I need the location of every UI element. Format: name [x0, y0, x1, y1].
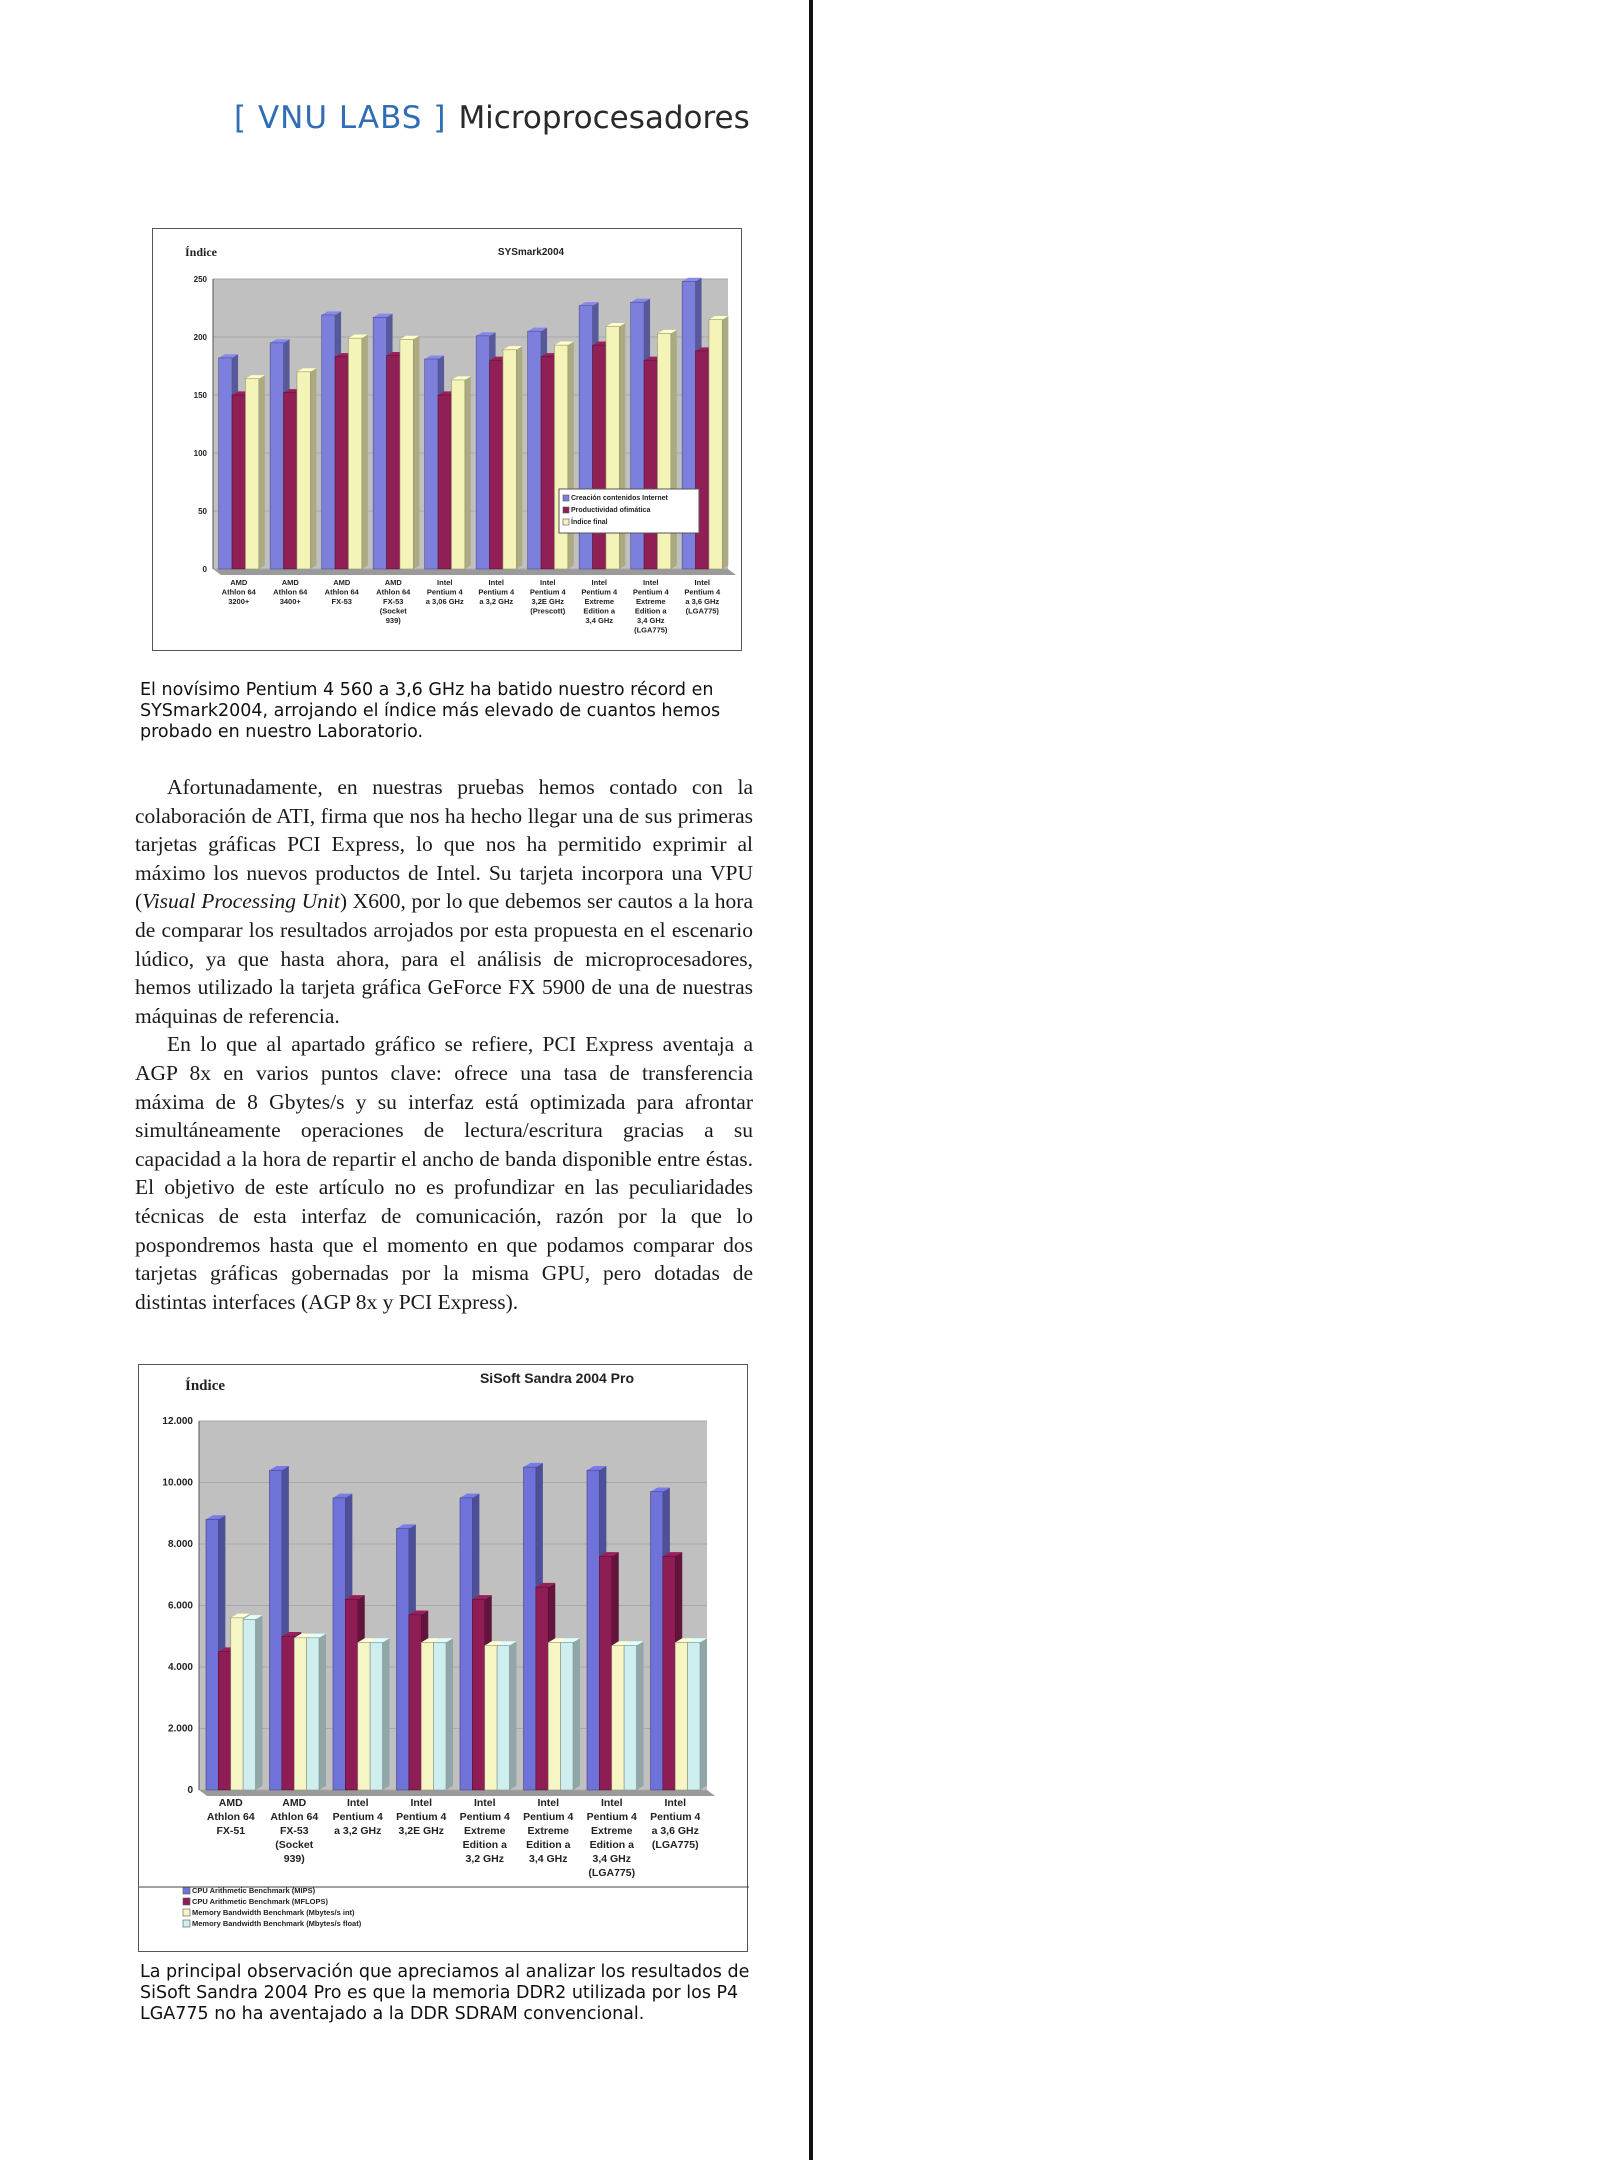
y-tick-label: 6.000 — [167, 1600, 193, 1612]
bar — [490, 360, 503, 569]
y-tick-label: 100 — [193, 449, 207, 458]
x-tick-label: Pentium 4 — [426, 587, 463, 597]
legend-label: Memory Bandwidth Benchmark (Mbytes/s float) — [192, 1919, 362, 1928]
bar-side — [383, 1638, 390, 1790]
bar — [396, 1529, 408, 1790]
x-tick-label: a 3,6 GHz — [651, 1825, 699, 1837]
x-tick-label: 3,2E GHz — [531, 597, 565, 606]
x-tick-label: 3200+ — [228, 597, 250, 606]
bar — [657, 334, 670, 569]
x-tick-label: Athlon 64 — [221, 587, 256, 597]
bar — [335, 357, 348, 569]
y-axis-label: Índice — [185, 245, 218, 259]
bar — [587, 1470, 599, 1790]
bar-side — [573, 1638, 580, 1790]
paragraph-1-text-a: Afortunadamente, en nuestras pruebas hemos contado con la colaboración de ATI, firma que nos ha hecho llegar una de sus primeras tarjetas gráficas PCI Express, lo que nos ha permitido exprimir al máximo los nuevos productos de Intel. Su tarjeta incorpora una VPU ( — [135, 775, 753, 914]
x-tick-label: Pentium 4 — [650, 1811, 701, 1823]
y-tick-label: 4.000 — [167, 1662, 193, 1673]
y-tick-label: 10.000 — [162, 1477, 193, 1489]
chart-title: SYSmark2004 — [497, 247, 565, 258]
legend-swatch — [183, 1909, 190, 1916]
x-tick-label: Athlon 64 — [324, 587, 359, 597]
bar — [612, 1645, 624, 1790]
y-tick-label: 12.000 — [162, 1416, 193, 1427]
x-tick-label: Intel — [664, 1797, 687, 1809]
bar — [663, 1556, 675, 1790]
figure2-caption: La principal observación que apreciamos al analizar los resultados de SiSoft Sandra 2004 Pro es que la memoria DDR2 utilizada por los P4 LGA775 no ha aventajado a la DDR SDRAM convencional. — [140, 1962, 750, 2024]
x-tick-label: 939) — [385, 616, 401, 625]
bar-side — [637, 1641, 644, 1790]
x-tick-label: (LGA775) — [634, 625, 668, 635]
bar — [548, 1642, 560, 1790]
legend-swatch — [183, 1898, 190, 1905]
x-tick-label: Athlon 64 — [270, 1811, 319, 1823]
x-tick-label: 3,4 GHz — [592, 1853, 632, 1865]
y-tick-label: 200 — [193, 333, 207, 342]
paragraph-2: En lo que al apartado gráfico se refiere, PCI Express aventaja a AGP 8x en varios puntos clave: ofrece una tasa de transferencia máxima de 8 Gbytes/s y su interfaz está optimizada para afrontar simultáneamente operaciones de lectura/escritura gracias a su capacidad a la hora de repartir el ancho de banda disponible entre éstas. El objetivo de este artículo no es profundizar en las peculiaridades técnicas de esta interfaz de comunicación, razón por la que lo pospondremos hasta que el momento en que podamos comparar dos tarjetas gráficas gobernadas por la misma GPU, pero dotadas de distintas interfaces (AGP 8x y PCI Express). — [135, 1032, 753, 1314]
page-divider — [809, 0, 813, 2160]
paragraph-1-text-b: ) X600, por lo que debemos ser cautos a la hora de comparar los resultados arrojados por esta propuesta en el escenario lúdico, ya que hasta ahora, para el análisis de microprocesadores, hemos utilizado la tarjeta gráfica GeForce FX 5900 de una de nuestras máquinas de referencia. — [135, 889, 753, 1028]
bar — [523, 1467, 535, 1790]
sysmark-chart-figure — [152, 228, 742, 651]
bar — [270, 343, 283, 569]
x-tick-label: Pentium 4 — [332, 1811, 383, 1823]
x-tick-label: FX-53 — [279, 1825, 309, 1837]
bar — [460, 1498, 472, 1790]
bar — [370, 1642, 382, 1790]
x-tick-label: Pentium 4 — [632, 587, 669, 597]
x-tick-label: AMD — [333, 578, 351, 587]
x-tick-label: Pentium 4 — [459, 1811, 510, 1823]
bar — [497, 1645, 509, 1790]
x-tick-label: Intel — [410, 1797, 433, 1809]
bar — [485, 1645, 497, 1790]
x-tick-label: FX-53 — [383, 597, 404, 606]
x-tick-label: Intel — [473, 1797, 496, 1809]
x-tick-label: a 3,2 GHz — [334, 1825, 382, 1837]
x-tick-label: 3400+ — [279, 597, 301, 606]
bar — [345, 1599, 357, 1790]
bar — [243, 1619, 255, 1790]
x-tick-label: FX-53 — [331, 597, 352, 606]
bar-side — [319, 1634, 326, 1790]
x-tick-label: AMD — [230, 578, 248, 587]
bar — [232, 395, 245, 569]
legend-swatch — [563, 495, 569, 501]
bar — [294, 1638, 306, 1790]
x-tick-label: Edition a — [583, 606, 616, 616]
x-tick-label: 3,2E GHz — [398, 1825, 445, 1837]
y-tick-label: 0 — [202, 565, 207, 574]
x-tick-label: 3,4 GHz — [585, 616, 614, 625]
article-body — [135, 773, 753, 1316]
y-tick-label: 150 — [193, 391, 207, 400]
bar-side — [465, 376, 471, 569]
bar — [358, 1642, 370, 1790]
y-tick-label: 8.000 — [167, 1539, 193, 1550]
bar — [624, 1645, 636, 1790]
x-tick-label: Extreme — [591, 1825, 633, 1837]
paragraph-1 — [135, 773, 753, 1030]
bar — [421, 1642, 433, 1790]
header-section: Microprocesadores — [458, 100, 750, 136]
bar — [503, 350, 516, 569]
x-tick-label: Intel — [694, 578, 710, 587]
bar — [709, 320, 722, 569]
bar-side — [516, 346, 522, 569]
legend-label: Memory Bandwidth Benchmark (Mbytes/s int) — [192, 1908, 355, 1917]
y-tick-label: 250 — [193, 275, 207, 284]
bar-side — [568, 342, 574, 569]
x-tick-label: Intel — [437, 578, 453, 587]
plot-floor — [199, 1790, 715, 1796]
bar — [218, 1652, 230, 1790]
x-tick-label: (Socket — [379, 606, 407, 616]
sysmark-chart — [153, 229, 743, 652]
x-tick-label: Intel — [537, 1797, 560, 1809]
x-tick-label: Extreme — [584, 597, 615, 606]
x-tick-label: Extreme — [527, 1825, 569, 1837]
bar — [348, 338, 361, 569]
x-tick-label: Athlon 64 — [206, 1811, 255, 1823]
bar — [373, 317, 386, 569]
bar — [434, 1642, 446, 1790]
bar-side — [700, 1638, 707, 1790]
bar — [644, 360, 657, 569]
bar — [451, 380, 464, 569]
bar — [231, 1618, 243, 1790]
bar — [425, 359, 438, 569]
bar-side — [446, 1638, 453, 1790]
x-tick-label: AMD — [281, 578, 299, 587]
x-tick-label: 3,4 GHz — [636, 616, 665, 625]
x-tick-label: Extreme — [635, 597, 666, 606]
legend-swatch — [183, 1920, 190, 1927]
x-tick-label: Edition a — [462, 1839, 507, 1851]
bar — [269, 1470, 281, 1790]
x-tick-label: Pentium 4 — [586, 1811, 637, 1823]
x-tick-label: Intel — [346, 1797, 369, 1809]
legend-swatch — [563, 519, 569, 525]
sandra-chart-figure — [138, 1364, 748, 1952]
bar — [476, 336, 489, 569]
legend-label: CPU Arithmetic Benchmark (MFLOPS) — [192, 1897, 328, 1906]
bar — [409, 1615, 421, 1790]
legend-label: Creación contenidos Internet — [571, 495, 668, 502]
x-tick-label: Extreme — [464, 1825, 506, 1837]
x-tick-label: AMD — [384, 578, 402, 587]
bar-side — [722, 316, 728, 569]
bar — [541, 357, 554, 569]
bar — [650, 1492, 662, 1790]
plot-floor — [213, 569, 736, 575]
y-tick-label: 2.000 — [167, 1723, 193, 1735]
bar-side — [256, 1615, 263, 1790]
bar — [696, 351, 709, 569]
x-tick-label: Intel — [540, 578, 556, 587]
x-tick-label: Pentium 4 — [529, 587, 566, 597]
x-tick-label: Pentium 4 — [581, 587, 618, 597]
bar — [333, 1498, 345, 1790]
x-tick-label: AMD — [218, 1797, 243, 1809]
y-axis-label: Índice — [185, 1378, 226, 1394]
bar — [561, 1642, 573, 1790]
x-tick-label: a 3,6 GHz — [685, 597, 720, 606]
x-tick-label: (Socket — [275, 1839, 314, 1851]
y-tick-label: 50 — [198, 507, 207, 516]
bar — [297, 372, 310, 569]
x-tick-label: Intel — [643, 578, 659, 587]
bar-side — [310, 368, 316, 569]
y-tick-label: 0 — [187, 1785, 193, 1796]
bar — [219, 358, 232, 569]
bar — [245, 379, 258, 569]
bar — [528, 331, 541, 569]
bar-side — [510, 1641, 517, 1790]
sandra-chart — [139, 1365, 749, 1953]
x-tick-label: Edition a — [526, 1839, 571, 1851]
legend-swatch — [183, 1887, 190, 1894]
page-header — [234, 100, 750, 136]
legend-label: Índice final — [571, 519, 608, 526]
x-tick-label: Athlon 64 — [273, 587, 308, 597]
header-brand: [ VNU LABS ] — [234, 100, 447, 136]
x-tick-label: a 3,06 GHz — [425, 597, 464, 606]
bar — [675, 1642, 687, 1790]
x-tick-label: (LGA775) — [685, 606, 719, 616]
legend-label: CPU Arithmetic Benchmark (MIPS) — [192, 1886, 316, 1895]
bar — [307, 1638, 319, 1790]
bar — [599, 1556, 611, 1790]
x-tick-label: Pentium 4 — [684, 587, 721, 597]
figure1-caption: El novísimo Pentium 4 560 a 3,6 GHz ha batido nuestro récord en SYSmark2004, arrojando el índice más elevado de cuantos hemos probado en nuestro Laboratorio. — [140, 680, 721, 742]
bar — [536, 1587, 548, 1790]
bar-side — [362, 335, 368, 569]
x-tick-label: Pentium 4 — [523, 1811, 574, 1823]
x-tick-label: a 3,2 GHz — [479, 597, 514, 606]
bar — [438, 395, 451, 569]
bar — [593, 345, 606, 569]
bar-side — [259, 375, 265, 569]
x-tick-label: Intel — [600, 1797, 623, 1809]
x-tick-label: (LGA775) — [651, 1839, 699, 1851]
bar — [322, 315, 335, 569]
x-tick-label: Edition a — [634, 606, 667, 616]
bar — [387, 356, 400, 569]
paragraph-1-italic: Visual Processing Unit — [142, 889, 340, 914]
x-tick-label: Intel — [488, 578, 504, 587]
bar — [554, 345, 567, 569]
x-tick-label: Pentium 4 — [396, 1811, 447, 1823]
bar — [400, 339, 413, 569]
legend-swatch — [563, 507, 569, 513]
x-tick-label: (Prescott) — [530, 606, 566, 616]
x-tick-label: AMD — [282, 1797, 307, 1809]
x-tick-label: Edition a — [589, 1839, 634, 1851]
x-tick-label: Intel — [591, 578, 607, 587]
x-tick-label: Pentium 4 — [478, 587, 515, 597]
x-tick-label: (LGA775) — [588, 1867, 636, 1879]
x-tick-label: 939) — [283, 1853, 305, 1865]
bar — [472, 1599, 484, 1790]
chart-title: SiSoft Sandra 2004 Pro — [479, 1370, 635, 1386]
x-tick-label: FX-51 — [216, 1825, 246, 1837]
x-tick-label: 3,2 GHz — [465, 1853, 505, 1865]
bar — [688, 1642, 700, 1790]
bar — [282, 1636, 294, 1790]
legend-label: Productividad ofimática — [571, 507, 651, 514]
x-tick-label: 3,4 GHz — [528, 1853, 568, 1865]
bar — [206, 1519, 218, 1790]
bar-side — [413, 336, 419, 569]
x-tick-label: Athlon 64 — [376, 587, 411, 597]
bar — [284, 393, 297, 569]
